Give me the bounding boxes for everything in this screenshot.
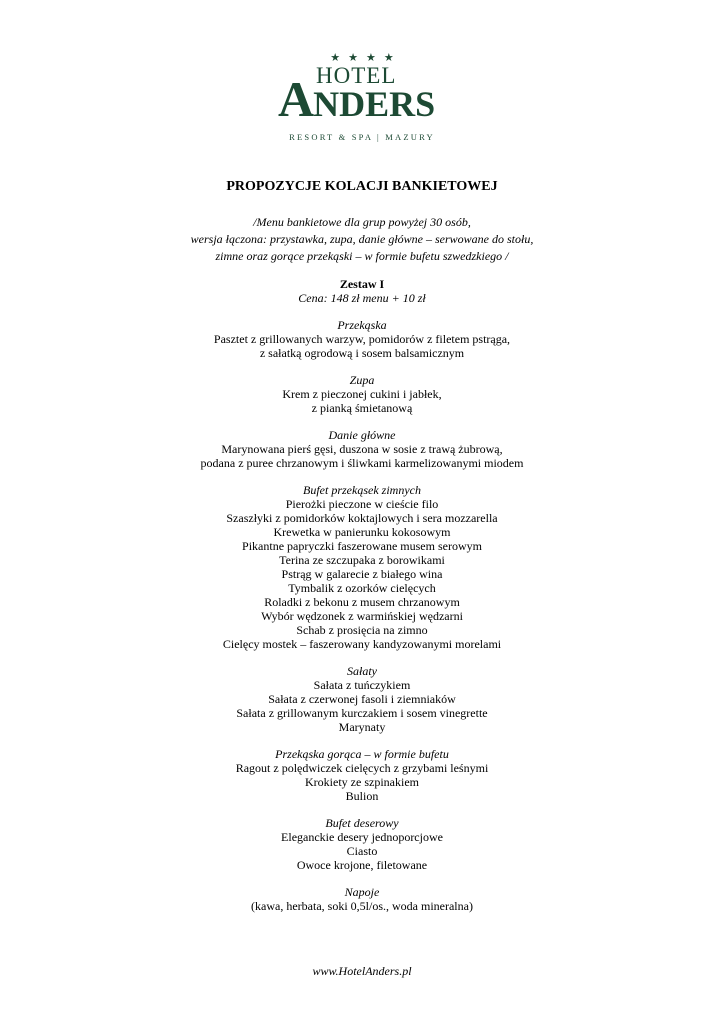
menu-section	[0, 428, 724, 470]
hotel-logo	[0, 52, 724, 152]
menu-item: Szaszłyki z pomidorków koktajlowych i sera mozzarella	[226, 511, 498, 525]
menu-section	[0, 318, 724, 360]
intro-line: wersja łączona: przystawka, zupa, danie główne – serwowane do stołu,	[190, 232, 534, 246]
menu-content	[0, 178, 724, 913]
set-header	[0, 277, 724, 305]
section-heading: Przekąska gorąca – w formie bufetu	[275, 747, 449, 761]
menu-item: z pianką śmietanową	[311, 401, 413, 415]
menu-item: Pasztet z grillowanych warzyw, pomidorów z filetem pstrąga,	[213, 332, 511, 346]
logo-anders-text	[278, 72, 435, 131]
menu-section	[0, 483, 724, 651]
menu-item: Sałata z grillowanym kurczakiem i sosem vinegrette	[236, 706, 488, 720]
intro-line: zimne oraz gorące przekąski – w formie bufetu szwedzkiego /	[215, 249, 509, 263]
menu-item: Krem z pieczonej cukini i jabłek,	[282, 387, 442, 401]
menu-item: Roladki z bekonu z musem chrzanowym	[264, 595, 460, 609]
section-heading: Danie główne	[328, 428, 396, 442]
menu-item: Sałata z czerwonej fasoli i ziemniaków	[268, 692, 456, 706]
section-heading: Przekąska	[337, 318, 387, 332]
menu-item: Ciasto	[346, 844, 378, 858]
footer-website: www.HotelAnders.pl	[312, 964, 412, 978]
logo-anders-initial: A	[278, 71, 314, 127]
logo-subtitle: RESORT & SPA | MAZURY	[289, 132, 435, 142]
section-heading: Sałaty	[347, 664, 377, 678]
menu-item: Bulion	[345, 789, 379, 803]
menu-item: Terina ze szczupaka z borowikami	[279, 553, 445, 567]
logo-anders-rest: NDERS	[313, 84, 436, 124]
menu-item: Marynowana pierś gęsi, duszona w sosie z trawą żubrową,	[221, 442, 503, 456]
menu-item: Cielęcy mostek – faszerowany kandyzowanymi morelami	[222, 637, 502, 651]
menu-sections	[0, 318, 724, 913]
menu-item: Schab z prosięcia na zimno	[296, 623, 428, 637]
set-name: Zestaw I	[339, 277, 385, 291]
section-heading: Zupa	[349, 373, 375, 387]
menu-section	[0, 373, 724, 415]
section-heading: Bufet przekąsek zimnych	[303, 483, 421, 497]
menu-item: Krokiety ze szpinakiem	[305, 775, 419, 789]
intro-text	[0, 214, 724, 265]
menu-section	[0, 816, 724, 872]
menu-item: podana z puree chrzanowym i śliwkami karmelizowanymi miodem	[200, 456, 524, 470]
menu-item: Pstrąg w galarecie z białego wina	[281, 567, 443, 581]
menu-item: Eleganckie desery jednoporcjowe	[281, 830, 443, 844]
menu-item: Marynaty	[338, 720, 386, 734]
menu-item: Ragout z polędwiczek cielęcych z grzybami leśnymi	[235, 761, 489, 775]
menu-item: Tymbalik z ozorków cielęcych	[288, 581, 436, 595]
menu-item: Owoce krojone, filetowane	[296, 858, 428, 872]
menu-section	[0, 885, 724, 913]
menu-item: Sałata z tuńczykiem	[313, 678, 411, 692]
menu-section	[0, 664, 724, 734]
intro-line: /Menu bankietowe dla grup powyżej 30 osób,	[253, 215, 471, 229]
section-heading: Bufet deserowy	[325, 816, 399, 830]
menu-item: z sałatką ogrodową i sosem balsamicznym	[259, 346, 465, 360]
menu-item: Wybór wędzonek z warmińskiej wędzarni	[261, 609, 463, 623]
logo-hotel-text: HOTEL	[316, 63, 397, 88]
menu-item: Pikantne papryczki faszerowane musem serowym	[242, 539, 482, 553]
menu-item: Pierożki pieczone w cieście filo	[285, 497, 439, 511]
menu-item: Krewetka w panierunku kokosowym	[273, 525, 451, 539]
menu-section	[0, 747, 724, 803]
set-price: Cena: 148 zł menu + 10 zł	[298, 291, 426, 305]
page-title: PROPOZYCJE KOLACJI BANKIETOWEJ	[226, 179, 498, 194]
logo-stars: ★★★★	[330, 52, 402, 64]
section-heading: Napoje	[344, 885, 380, 899]
menu-item: (kawa, herbata, soki 0,5l/os., woda mineralna)	[251, 899, 473, 913]
